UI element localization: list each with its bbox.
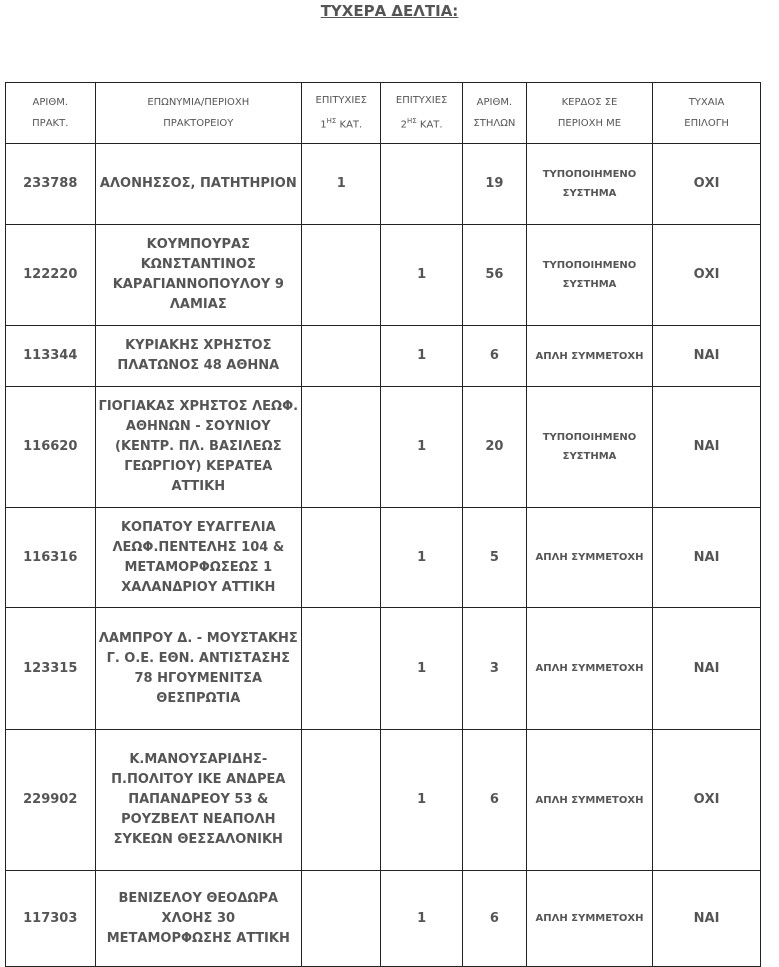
cell-name: ΒΕΝΙΖΕΛΟΥ ΘΕΟΔΩΡΑ ΧΛΟΗΣ 30 ΜΕΤΑΜΟΡΦΩΣΗΣ ΑΤΤΙΚΗ xyxy=(95,871,302,967)
cell-code: 113344 xyxy=(6,326,96,387)
cell-columns: 56 xyxy=(462,225,526,326)
cell-random: ΟΧΙ xyxy=(653,225,761,326)
cell-second: 1 xyxy=(381,387,462,508)
cell-gain: ΑΠΛΗ ΣΥΜΜΕΤΟΧΗ xyxy=(526,608,652,730)
cell-random: ΝΑΙ xyxy=(653,326,761,387)
cell-second: 1 xyxy=(381,608,462,730)
table-row xyxy=(6,387,761,508)
header-row xyxy=(6,83,761,144)
cell-random: ΝΑΙ xyxy=(653,871,761,967)
cell-second: 1 xyxy=(381,326,462,387)
cell-columns: 3 xyxy=(462,608,526,730)
cell-first: 1 xyxy=(302,144,381,225)
table-row xyxy=(6,608,761,730)
cell-code: 116620 xyxy=(6,387,96,508)
cell-columns: 6 xyxy=(462,871,526,967)
header-gain: ΚΕΡΔΟΣ ΣΕ ΠΕΡΙΟΧΗ ΜΕ xyxy=(526,83,652,144)
table-row xyxy=(6,871,761,967)
cell-first xyxy=(302,225,381,326)
cell-gain: ΑΠΛΗ ΣΥΜΜΕΤΟΧΗ xyxy=(526,508,652,608)
cell-random: ΝΑΙ xyxy=(653,387,761,508)
cell-random: ΝΑΙ xyxy=(653,608,761,730)
cell-columns: 20 xyxy=(462,387,526,508)
table-row xyxy=(6,326,761,387)
cell-name: ΑΛΟΝΗΣΣΟΣ, ΠΑΤΗΤΗΡΙΟΝ xyxy=(95,144,302,225)
cell-gain: ΤΥΠΟΠΟΙΗΜΕΝΟ ΣΥΣΤΗΜΑ xyxy=(526,144,652,225)
cell-first xyxy=(302,508,381,608)
header-code: ΑΡΙΘΜ. ΠΡΑΚΤ. xyxy=(6,83,96,144)
cell-name: ΓΙΟΓΙΑΚΑΣ ΧΡΗΣΤΟΣ ΛΕΩΦ. ΑΘΗΝΩΝ - ΣΟΥΝΙΟΥ (ΚΕΝΤΡ. ΠΛ. ΒΑΣΙΛΕΩΣ ΓΕΩΡΓΙΟΥ) ΚΕΡΑΤΕΑ ΑΤΤΙΚΗ xyxy=(95,387,302,508)
cell-gain: ΑΠΛΗ ΣΥΜΜΕΤΟΧΗ xyxy=(526,871,652,967)
cell-code: 116316 xyxy=(6,508,96,608)
cell-first xyxy=(302,730,381,871)
cell-second: 1 xyxy=(381,225,462,326)
cell-second xyxy=(381,144,462,225)
header-columns: ΑΡΙΘΜ. ΣΤΗΛΩΝ xyxy=(462,83,526,144)
cell-gain: ΑΠΛΗ ΣΥΜΜΕΤΟΧΗ xyxy=(526,326,652,387)
cell-first xyxy=(302,871,381,967)
cell-random: ΟΧΙ xyxy=(653,144,761,225)
cell-gain: ΤΥΠΟΠΟΙΗΜΕΝΟ ΣΥΣΤΗΜΑ xyxy=(526,387,652,508)
header-random: ΤΥΧΑΙΑ ΕΠΙΛΟΓΗ xyxy=(653,83,761,144)
header-name: ΕΠΩΝΥΜΙΑ/ΠΕΡΙΟΧΗ ΠΡΑΚΤΟΡΕΙΟΥ xyxy=(95,83,302,144)
cell-first xyxy=(302,387,381,508)
cell-second: 1 xyxy=(381,871,462,967)
cell-columns: 6 xyxy=(462,326,526,387)
cell-name: ΚΟΥΜΠΟΥΡΑΣ ΚΩΝΣΤΑΝΤΙΝΟΣ ΚΑΡΑΓΙΑΝΝΟΠΟΥΛΟΥ 9 ΛΑΜΙΑΣ xyxy=(95,225,302,326)
cell-name: ΛΑΜΠΡΟΥ Δ. - ΜΟΥΣΤΑΚΗΣ Γ. Ο.Ε. ΕΘΝ. ΑΝΤΙΣΤΑΣΗΣ 78 ΗΓΟΥΜΕΝΙΤΣΑ ΘΕΣΠΡΩΤΙΑ xyxy=(95,608,302,730)
cell-first xyxy=(302,608,381,730)
cell-code: 233788 xyxy=(6,144,96,225)
cell-second: 1 xyxy=(381,508,462,608)
cell-code: 123315 xyxy=(6,608,96,730)
cell-name: ΚΟΠΑΤΟΥ ΕΥΑΓΓΕΛΙΑ ΛΕΩΦ.ΠΕΝΤΕΛΗΣ 104 & ΜΕΤΑΜΟΡΦΩΣΕΩΣ 1 ΧΑΛΑΝΔΡΙΟΥ ΑΤΤΙΚΗ xyxy=(95,508,302,608)
cell-code: 229902 xyxy=(6,730,96,871)
cell-name: Κ.ΜΑΝΟΥΣΑΡΙΔΗΣ-Π.ΠΟΛΙΤΟΥ ΙΚΕ ΑΝΔΡΕΑ ΠΑΠΑΝΔΡΕΟΥ 53 & ΡΟΥΖΒΕΛΤ ΝΕΑΠΟΛΗ ΣΥΚΕΩΝ ΘΕΣΣΑΛΟΝΙΚΗ xyxy=(95,730,302,871)
header-first: ΕΠΙΤΥΧΙΕΣ $1^{H\Sigma}$ ΚΑΤ. xyxy=(302,83,381,144)
cell-gain: ΑΠΛΗ ΣΥΜΜΕΤΟΧΗ xyxy=(526,730,652,871)
header-second: ΕΠΙΤΥΧΙΕΣ $2^{H\Sigma}$ ΚΑΤ. xyxy=(381,83,462,144)
cell-columns: 6 xyxy=(462,730,526,871)
table-row xyxy=(6,730,761,871)
winning-tickets-table xyxy=(5,82,761,967)
table-row xyxy=(6,144,761,225)
page-title: ΤΥΧΕΡΑ ΔΕΛΤΙΑ: xyxy=(320,2,459,20)
cell-gain: ΤΥΠΟΠΟΙΗΜΕΝΟ ΣΥΣΤΗΜΑ xyxy=(526,225,652,326)
cell-random: ΝΑΙ xyxy=(653,508,761,608)
cell-first xyxy=(302,326,381,387)
cell-name: ΚΥΡΙΑΚΗΣ ΧΡΗΣΤΟΣ ΠΛΑΤΩΝΟΣ 48 ΑΘΗΝΑ xyxy=(95,326,302,387)
table-row xyxy=(6,508,761,608)
cell-random: ΟΧΙ xyxy=(653,730,761,871)
cell-columns: 19 xyxy=(462,144,526,225)
cell-second: 1 xyxy=(381,730,462,871)
table-row xyxy=(6,225,761,326)
cell-code: 117303 xyxy=(6,871,96,967)
cell-code: 122220 xyxy=(6,225,96,326)
cell-columns: 5 xyxy=(462,508,526,608)
